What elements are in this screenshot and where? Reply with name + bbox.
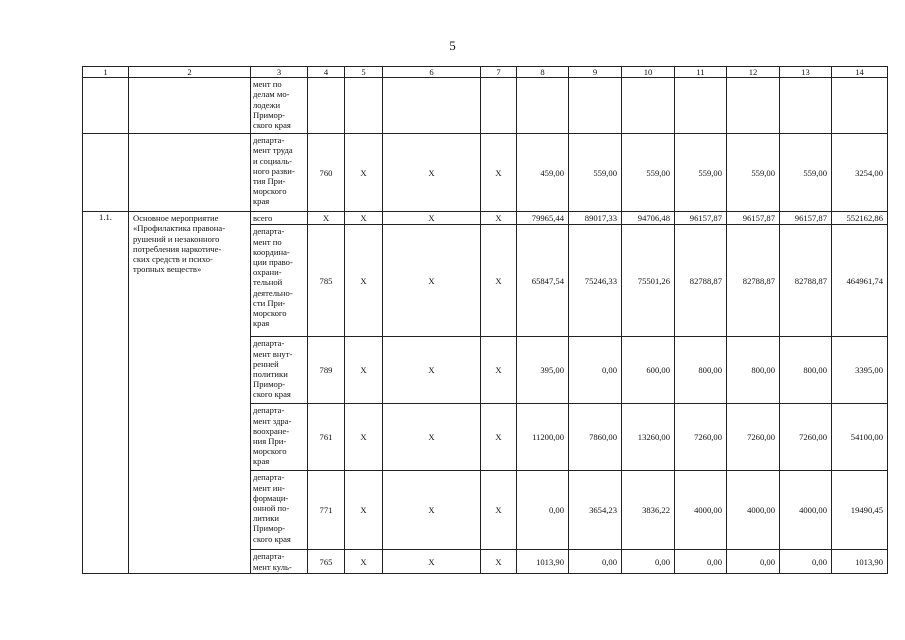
cell-value bbox=[517, 78, 569, 134]
table-row bbox=[83, 78, 888, 134]
cell-executor: департа- мент по координа- ции право- охрани- тельной деятельно- сти При- морского края bbox=[251, 225, 308, 337]
cell-activity: Основное мероприятие «Профилактика правона- рушений и незаконного потребления наркотиче- ских средств и психо- тропных веществ» bbox=[129, 212, 251, 574]
cell-executor: департа- мент ин- формаци- онной по- литики Примор- ского края bbox=[251, 471, 308, 550]
column-header: 9 bbox=[569, 67, 622, 78]
cell-csr bbox=[383, 78, 481, 134]
cell-value: 75246,33 bbox=[569, 225, 622, 337]
cell-value: 0,00 bbox=[569, 550, 622, 573]
cell-number bbox=[83, 134, 129, 212]
cell-value: 559,00 bbox=[622, 134, 675, 212]
cell-csr: X bbox=[383, 212, 481, 225]
cell-value: 4000,00 bbox=[675, 471, 727, 550]
cell-value: 3836,22 bbox=[622, 471, 675, 550]
cell-value: 559,00 bbox=[675, 134, 727, 212]
cell-grbs bbox=[308, 78, 345, 134]
cell-grbs: 771 bbox=[308, 471, 345, 550]
cell-csr: X bbox=[383, 471, 481, 550]
column-number-row bbox=[83, 67, 888, 78]
cell-total: 19490,45 bbox=[832, 471, 888, 550]
cell-value: 800,00 bbox=[780, 337, 832, 404]
cell-total: 3395,00 bbox=[832, 337, 888, 404]
cell-total: 464961,74 bbox=[832, 225, 888, 337]
cell-total: 3254,00 bbox=[832, 134, 888, 212]
cell-grbs: 765 bbox=[308, 550, 345, 573]
column-header: 7 bbox=[481, 67, 517, 78]
page-number: 5 bbox=[449, 38, 456, 53]
cell-value: 559,00 bbox=[569, 134, 622, 212]
cell-value: 459,00 bbox=[517, 134, 569, 212]
cell-value: 800,00 bbox=[727, 337, 780, 404]
budget-table bbox=[82, 66, 888, 574]
cell-vr: X bbox=[481, 550, 517, 573]
cell-vr: X bbox=[481, 225, 517, 337]
cell-value: 13260,00 bbox=[622, 404, 675, 471]
cell-value: 0,00 bbox=[675, 550, 727, 573]
cell-csr: X bbox=[383, 225, 481, 337]
cell-value: 82788,87 bbox=[727, 225, 780, 337]
column-header: 10 bbox=[622, 67, 675, 78]
cell-value: 4000,00 bbox=[780, 471, 832, 550]
cell-value bbox=[675, 78, 727, 134]
cell-value: 7260,00 bbox=[780, 404, 832, 471]
column-header: 2 bbox=[129, 67, 251, 78]
cell-value: 3654,23 bbox=[569, 471, 622, 550]
column-header: 13 bbox=[780, 67, 832, 78]
column-header: 14 bbox=[832, 67, 888, 78]
cell-value: 559,00 bbox=[780, 134, 832, 212]
cell-vr bbox=[481, 78, 517, 134]
column-header: 6 bbox=[383, 67, 481, 78]
column-header: 8 bbox=[517, 67, 569, 78]
cell-grbs: 760 bbox=[308, 134, 345, 212]
cell-csr: X bbox=[383, 337, 481, 404]
cell-total bbox=[832, 78, 888, 134]
cell-vr: X bbox=[481, 212, 517, 225]
cell-vr: X bbox=[481, 471, 517, 550]
cell-executor: департа- мент труда и социаль- ного разви- тия При- морского края bbox=[251, 134, 308, 212]
cell-csr: X bbox=[383, 404, 481, 471]
cell-value: 96157,87 bbox=[780, 212, 832, 225]
table-row bbox=[83, 134, 888, 212]
column-header: 4 bbox=[308, 67, 345, 78]
cell-rz: X bbox=[345, 550, 383, 573]
cell-total: 54100,00 bbox=[832, 404, 888, 471]
cell-value: 82788,87 bbox=[780, 225, 832, 337]
cell-vr: X bbox=[481, 134, 517, 212]
cell-value: 82788,87 bbox=[675, 225, 727, 337]
cell-grbs: X bbox=[308, 212, 345, 225]
cell-value: 7860,00 bbox=[569, 404, 622, 471]
cell-value: 800,00 bbox=[675, 337, 727, 404]
cell-total: 1013,90 bbox=[832, 550, 888, 573]
cell-value: 0,00 bbox=[780, 550, 832, 573]
cell-value: 1013,90 bbox=[517, 550, 569, 573]
cell-vr: X bbox=[481, 404, 517, 471]
cell-vr: X bbox=[481, 337, 517, 404]
cell-value: 75501,26 bbox=[622, 225, 675, 337]
cell-number: 1.1. bbox=[83, 212, 129, 574]
cell-value: 65847,54 bbox=[517, 225, 569, 337]
cell-value: 0,00 bbox=[517, 471, 569, 550]
cell-rz bbox=[345, 78, 383, 134]
column-header: 1 bbox=[83, 67, 129, 78]
cell-executor: всего bbox=[251, 212, 308, 225]
cell-csr: X bbox=[383, 550, 481, 573]
cell-activity bbox=[129, 78, 251, 134]
column-header: 12 bbox=[727, 67, 780, 78]
cell-value: 7260,00 bbox=[727, 404, 780, 471]
cell-value bbox=[727, 78, 780, 134]
cell-csr: X bbox=[383, 134, 481, 212]
cell-value: 0,00 bbox=[569, 337, 622, 404]
cell-value: 395,00 bbox=[517, 337, 569, 404]
cell-rz: X bbox=[345, 212, 383, 225]
cell-executor: департа- мент здра- воохране- ния При- морского края bbox=[251, 404, 308, 471]
cell-value: 89017,33 bbox=[569, 212, 622, 225]
cell-total: 552162,86 bbox=[832, 212, 888, 225]
cell-grbs: 761 bbox=[308, 404, 345, 471]
cell-activity bbox=[129, 134, 251, 212]
column-header: 5 bbox=[345, 67, 383, 78]
cell-value bbox=[780, 78, 832, 134]
table-row bbox=[83, 212, 888, 225]
cell-value bbox=[622, 78, 675, 134]
cell-executor: департа- мент куль- bbox=[251, 550, 308, 573]
cell-value: 96157,87 bbox=[727, 212, 780, 225]
cell-grbs: 785 bbox=[308, 225, 345, 337]
column-header: 3 bbox=[251, 67, 308, 78]
cell-value: 94706,48 bbox=[622, 212, 675, 225]
cell-executor: департа- мент внут- ренней политики Примор- ского края bbox=[251, 337, 308, 404]
cell-value: 559,00 bbox=[727, 134, 780, 212]
cell-rz: X bbox=[345, 225, 383, 337]
cell-value: 0,00 bbox=[622, 550, 675, 573]
cell-grbs: 789 bbox=[308, 337, 345, 404]
cell-rz: X bbox=[345, 471, 383, 550]
cell-value: 7260,00 bbox=[675, 404, 727, 471]
cell-value: 4000,00 bbox=[727, 471, 780, 550]
cell-executor: мент по делам мо- лодежи Примор- ского края bbox=[251, 78, 308, 134]
column-header: 11 bbox=[675, 67, 727, 78]
cell-number bbox=[83, 78, 129, 134]
cell-value: 96157,87 bbox=[675, 212, 727, 225]
cell-value: 11200,00 bbox=[517, 404, 569, 471]
cell-rz: X bbox=[345, 337, 383, 404]
cell-value bbox=[569, 78, 622, 134]
cell-value: 79965,44 bbox=[517, 212, 569, 225]
cell-rz: X bbox=[345, 404, 383, 471]
cell-value: 600,00 bbox=[622, 337, 675, 404]
cell-rz: X bbox=[345, 134, 383, 212]
cell-value: 0,00 bbox=[727, 550, 780, 573]
